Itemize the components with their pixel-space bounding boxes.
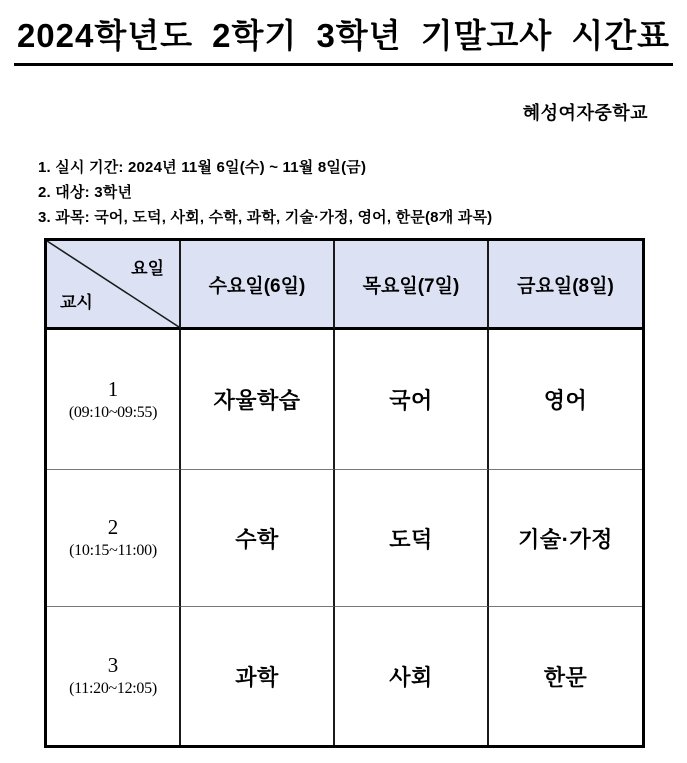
day-header-thursday: 목요일(7일) [335,241,489,330]
period-time: (09:10~09:55) [68,403,158,421]
school-name: 혜성여자중학교 [522,103,648,123]
subject-cell-wed-3: 과학 [181,607,335,745]
subject-cell-thu-2: 도덕 [335,470,489,607]
exam-timetable [44,238,645,748]
note-exam-period: 1. 실시 기간: 2024년 11월 6일(수) ~ 11월 8일(금) [38,159,367,176]
title-wrap [0,16,687,66]
note-subjects: 3. 과목: 국어, 도덕, 사회, 수학, 과학, 기술·가정, 영어, 한문(8개 과목) [38,209,493,226]
day-header-wednesday: 수요일(6일) [181,241,335,330]
corner-cell [47,241,181,330]
period-time: (11:20~12:05) [69,680,157,697]
subject-cell-thu-1: 국어 [335,330,489,470]
day-header-friday: 금요일(8일) [489,241,642,330]
period-cell-2 [47,470,181,607]
corner-label-period: 교시 [60,293,93,312]
page-title: 2024학년도 2학기 3학년 기말고사 시간표 [14,16,673,66]
subject-cell-wed-1: 자율학습 [181,330,335,470]
subject-cell-thu-3: 사회 [335,607,489,745]
subject-cell-fri-3: 한문 [543,664,588,690]
subject-cell-wed-2: 수학 [181,470,335,607]
period-cell-3 [47,607,181,745]
period-number: 1 [107,376,119,401]
corner-label-day: 요일 [131,259,164,278]
period-time: (10:15~11:00) [69,542,157,559]
notes [38,155,492,230]
note-target-grade: 2. 대상: 3학년 [38,184,133,201]
subject-cell-fri-1: 영어 [489,330,642,470]
period-number: 2 [107,515,119,539]
subject-cell-fri-2: 기술·가정 [489,470,642,607]
period-number: 3 [107,653,119,677]
period-cell-1 [47,330,181,470]
